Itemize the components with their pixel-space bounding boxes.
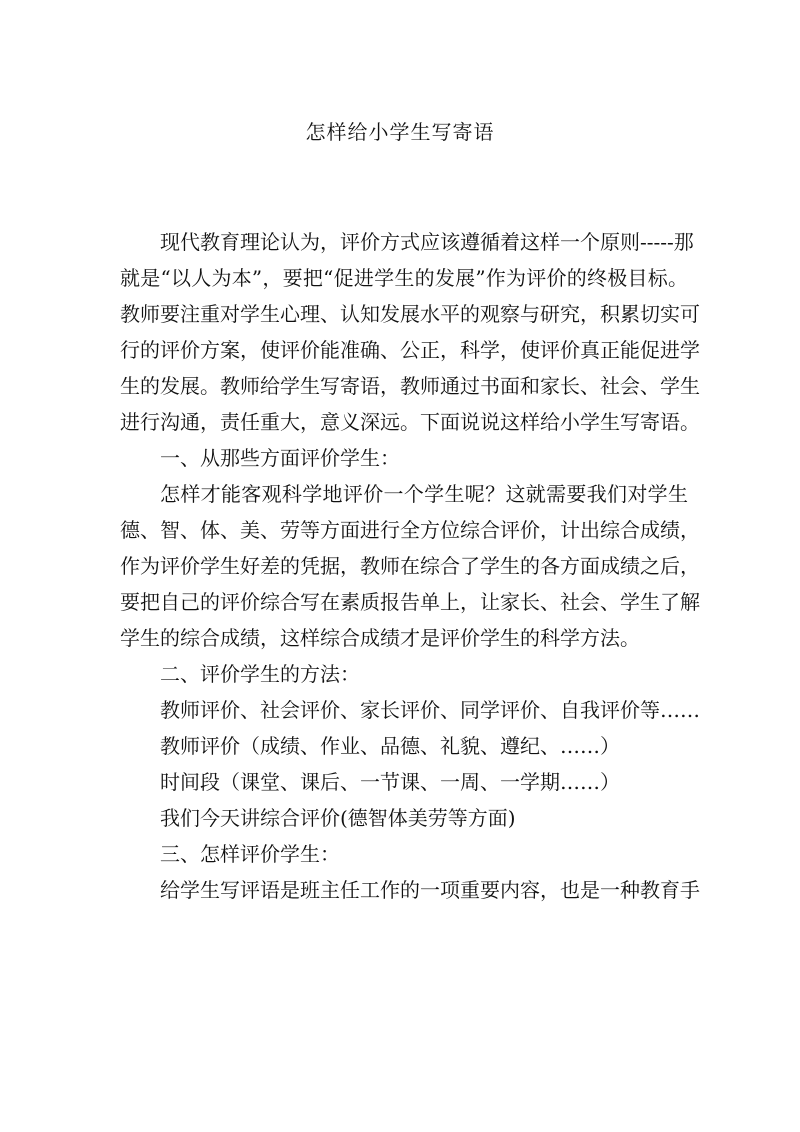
paragraph-line: 就是“以人为本”，要把“促进学生的发展”作为评价的终极目标。	[120, 266, 688, 290]
paragraph-line: 教师要注重对学生心理、认知发展水平的观察与研究，积累切实可	[120, 302, 700, 326]
paragraph-line: 要把自己的评价综合写在素质报告单上，让家长、社会、学生了解	[120, 590, 700, 614]
paragraph-line: 生的发展。教师给学生写寄语，教师通过书面和家长、社会、学生	[120, 374, 700, 398]
section-heading: 一、从那些方面评价学生：	[160, 446, 400, 470]
paragraph-line: 怎样才能客观科学地评价一个学生呢？这就需要我们对学生	[160, 482, 688, 506]
section-heading: 三、怎样评价学生：	[160, 842, 340, 866]
paragraph-line: 学生的综合成绩，这样综合成绩才是评价学生的科学方法。	[120, 626, 640, 650]
paragraph-line: 现代教育理论认为，评价方式应该遵循着这样一个原则-----那	[160, 230, 694, 254]
paragraph-line: 教师评价、社会评价、家长评价、同学评价、自我评价等……	[160, 698, 700, 722]
paragraph-line: 行的评价方案，使评价能准确、公正，科学，使评价真正能促进学	[120, 338, 700, 362]
document-title: 怎样给小学生写寄语	[305, 120, 495, 144]
paragraph-line: 给学生写评语是班主任工作的一项重要内容，也是一种教育手	[160, 878, 700, 902]
paragraph-line: 作为评价学生好差的凭据，教师在综合了学生的各方面成绩之后，	[120, 554, 700, 578]
paragraph-line: 时间段（课堂、课后、一节课、一周、一学期……）	[160, 770, 620, 794]
paragraph-line: 进行沟通，责任重大，意义深远。下面说说这样给小学生写寄语。	[120, 410, 700, 434]
section-heading: 二、评价学生的方法：	[160, 662, 360, 686]
paragraph-line: 德、智、体、美、劳等方面进行全方位综合评价，计出综合成绩，	[120, 518, 700, 542]
paragraph-line: 教师评价（成绩、作业、品德、礼貌、遵纪、……）	[160, 734, 620, 758]
paragraph-line: 我们今天讲综合评价(德智体美劳等方面)	[160, 806, 516, 830]
